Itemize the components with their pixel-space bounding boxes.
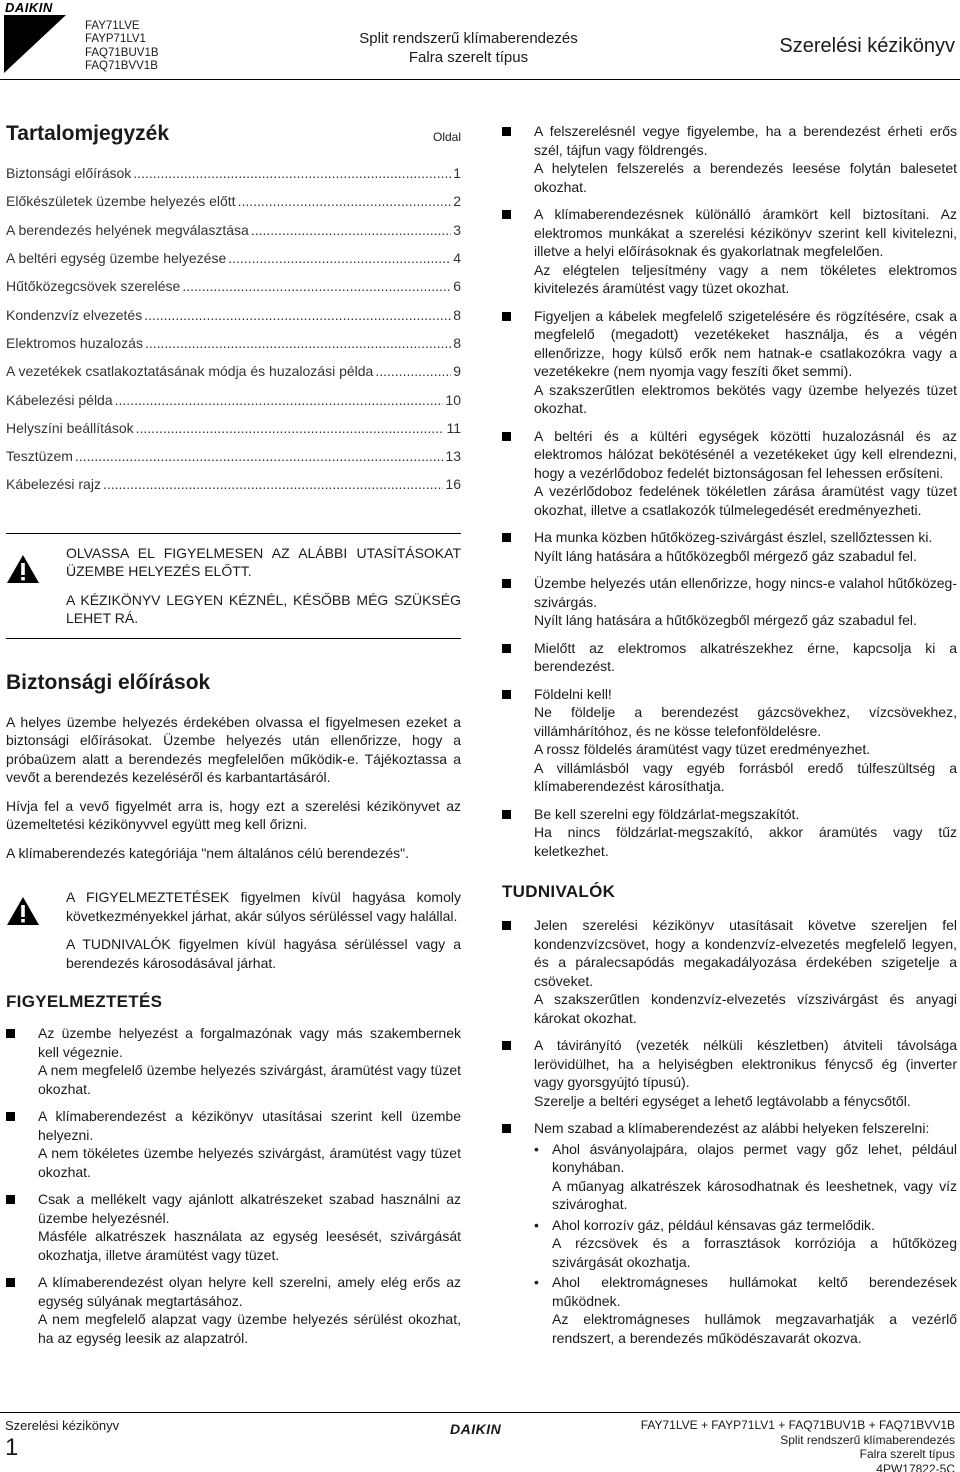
warning-item	[502, 307, 957, 418]
warning-item	[502, 122, 957, 196]
warning-item-sub: Az elégtelen teljesítmény vagy a nem tökéletes elektromos kivitelezés áramütést vagy tüzet okozhat.	[534, 261, 957, 296]
warning-item	[6, 1107, 461, 1181]
warning-item	[502, 805, 957, 861]
toc-item[interactable]	[6, 442, 461, 470]
warning-item-main: Földelni kell!	[534, 685, 612, 702]
box-bottom-rule	[6, 638, 461, 639]
severity-note-2: A TUDNIVALÓK figyelmen kívül hagyása sérüléssel vagy a berendezés károsodásával járhat.	[66, 936, 461, 971]
toc-item-page: 6	[453, 278, 461, 295]
bullet-square-icon	[6, 1195, 15, 1204]
toc-page-label: Oldal	[432, 130, 461, 144]
header-subtitle-2: Falra szerelt típus	[408, 49, 529, 66]
warning-item-sub: A rossz földelés áramütést vagy tüzet eredményezhet.	[534, 741, 871, 757]
safety-section-title: Biztonsági előírások	[6, 670, 211, 694]
warning-item-main: Be kell szerelni egy földzárlat-megszakítót.	[534, 805, 800, 822]
warning-item-main: Ha munka közben hűtőközeg-szivárgást észlel, szellőztessen ki.	[534, 529, 933, 545]
toc-leader	[103, 476, 443, 492]
toc-item-page: 10	[445, 391, 461, 408]
header-model: FAQ71BVV1B	[85, 60, 158, 73]
severity-note-text	[66, 888, 461, 972]
forbidden-places-list	[534, 1140, 957, 1348]
bullet-dot-icon: •	[534, 1274, 539, 1290]
toc-item[interactable]	[6, 244, 461, 272]
warning-item	[502, 639, 957, 676]
bullet-square-icon	[502, 921, 511, 930]
toc-leader	[228, 250, 451, 266]
warning-list-continued	[502, 122, 957, 860]
safety-paragraph-2: Hívja fel a vevő figyelmét arra is, hogy ezt a szerelési kézikönyvet az üzemeltetési kézikönyvvel együtt meg kell őrizni.	[6, 797, 461, 833]
toc-header	[6, 122, 461, 146]
warning-item	[6, 1190, 461, 1264]
warning-list	[6, 1024, 461, 1347]
toc-item-page: 8	[453, 334, 461, 351]
forbidden-place	[534, 1216, 957, 1272]
bullet-square-icon	[502, 210, 511, 219]
warning-item-main: A klímaberendezést a kézikönyv utasításai szerint kell üzembe helyezni.	[38, 1108, 461, 1143]
safety-paragraph-1: A helyes üzembe helyezés érdekében olvassa el figyelmesen ezeket a biztonsági előírásokat. Üzembe helyezés után ellenőrizze, hogy a próbaüzem alatt a berendezés megfelelően működik-e. Tájékoztassa a vevőt a berendezés kezeléséről és karbantartásáról.	[6, 713, 461, 786]
toc-item[interactable]	[6, 414, 461, 442]
bullet-square-icon	[6, 1278, 15, 1287]
forbidden-place	[534, 1273, 957, 1347]
header-subtitle-1: Split rendszerű klímaberendezés	[359, 30, 578, 47]
header-model: FAQ71BUV1B	[85, 46, 159, 59]
forbidden-place-main: Ahol ásványolajpára, olajos permet vagy gőz lehet, például konyhában.	[552, 1140, 957, 1175]
toc-leader	[375, 363, 451, 379]
warning-item-sub: A szakszerűtlen elektromos bekötés vagy üzembe helyezés tüzet okozhat.	[534, 381, 957, 416]
warning-item-main: Mielőtt az elektromos alkatrészekhez érne, kapcsolja ki a berendezést.	[534, 639, 957, 674]
footer-doc-name: Szerelési kézikönyv	[5, 1418, 120, 1433]
warning-item	[502, 574, 957, 630]
toc-leader	[75, 448, 444, 464]
header-subtitle	[340, 29, 597, 67]
bullet-square-icon	[502, 1041, 511, 1050]
footer-code: 4PW17822-5C	[876, 1461, 955, 1472]
caution-item-sub: A szakszerűtlen kondenzvíz-elvezetés vízszivárgást és anyagi károkat okozhat.	[534, 991, 957, 1026]
toc-leader	[238, 193, 452, 209]
toc-leader	[145, 335, 451, 351]
caution-item	[502, 916, 957, 1027]
bullet-dot-icon: •	[534, 1140, 539, 1157]
read-instructions-line-1: OLVASSA EL FIGYELMESEN AZ ALÁBBI UTASÍTÁSOKAT ÜZEMBE HELYEZÉS ELŐTT.	[66, 544, 461, 580]
toc-item[interactable]	[6, 357, 461, 385]
warning-item-main: A klímaberendezést olyan helyre kell szerelni, amely elég erős az egység súlyának megtartásához.	[38, 1274, 461, 1309]
severity-note	[6, 888, 461, 972]
caution-item-main: Nem szabad a klímaberendezést az alábbi helyeken felszerelni:	[534, 1120, 930, 1136]
right-column	[502, 122, 957, 1358]
caution-section-title: TUDNIVALÓK	[502, 882, 616, 901]
header-doc-title: Szerelési kézikönyv	[779, 35, 955, 57]
toc-item[interactable]	[6, 300, 461, 328]
toc-item[interactable]	[6, 470, 461, 498]
warning-item	[502, 528, 957, 565]
toc-item-page: 3	[453, 221, 461, 238]
read-instructions-box	[6, 533, 461, 639]
forbidden-place-sub: Az elektromágneses hullámok megzavarhatják a vezérlő rendszert, a berendezés működészavarát okozva.	[552, 1311, 957, 1346]
bullet-square-icon	[502, 644, 511, 653]
toc-item-page: 1	[453, 165, 461, 182]
toc-item-text: Hűtőközegcsövek szerelése	[6, 278, 181, 295]
toc-item[interactable]	[6, 216, 461, 244]
toc-item-text: Tesztüzem	[6, 448, 73, 465]
warning-item-sub: A nem tökéletes üzembe helyezés szivárgást, áramütést vagy tüzet okozhat.	[38, 1145, 461, 1180]
bullet-square-icon	[502, 432, 511, 441]
toc-leader	[182, 278, 451, 294]
warning-item	[6, 1273, 461, 1347]
warning-item-main: Az üzembe helyezést a forgalmazónak vagy más szakembernek kell végeznie.	[38, 1025, 461, 1060]
toc-item-text: Kondenzvíz elvezetés	[6, 306, 143, 323]
toc-item[interactable]	[6, 385, 461, 413]
toc-item[interactable]	[6, 159, 461, 187]
toc-item-text: Kábelezési példa	[6, 391, 113, 408]
footer-divider	[0, 1412, 960, 1413]
toc-item[interactable]	[6, 329, 461, 357]
warning-item-sub: Ne földelje a berendezést gázcsövekhez, vízcsövekhez, villámhárítóhoz, és ne kösse telefonföldelésre.	[534, 704, 957, 739]
toc-leader	[144, 307, 451, 323]
bullet-square-icon	[6, 1029, 15, 1038]
caution-item-sub: Szerelje a beltéri egységet a lehető legtávolabb a fénycsőtől.	[534, 1092, 911, 1109]
safety-paragraph-3: A klímaberendezés kategóriája "nem általános célú berendezés".	[6, 844, 409, 861]
caution-list	[502, 916, 957, 1349]
bullet-square-icon	[502, 810, 511, 819]
bullet-square-icon	[502, 312, 511, 321]
logo-triangle-icon	[4, 15, 66, 73]
daikin-logo: DAIKIN	[5, 0, 53, 15]
toc-title: Tartalomjegyzék	[6, 122, 170, 145]
toc-item-text: A beltéri egység üzembe helyezése	[6, 250, 227, 267]
toc-item-page: 9	[453, 363, 461, 380]
forbidden-place-main: Ahol korrozív gáz, például kénsavas gáz termelődik.	[552, 1216, 875, 1233]
toc-item-text: Kábelezési rajz	[6, 476, 101, 493]
warning-item-main: A klímaberendezésnek különálló áramkört kell biztosítani. Az elektromos munkákat a szerelési kézikönyv szerint kell kivitelezni, illetve a helyi előírásoknak és gyakorlatnak megfelelően.	[534, 206, 957, 259]
header-divider	[0, 79, 960, 80]
warning-item-main: Üzembe helyezés után ellenőrizze, hogy nincs-e valahol hűtőközeg-szivárgás.	[534, 575, 957, 610]
bullet-square-icon	[502, 579, 511, 588]
header-model: FAY71LVE	[85, 20, 140, 32]
warning-triangle-icon	[6, 888, 46, 972]
left-column	[6, 118, 461, 1356]
toc-item-page: 11	[446, 419, 461, 436]
toc-item-page: 2	[453, 193, 461, 210]
toc-leader	[251, 222, 451, 238]
caution-item-main: A távirányító (vezeték nélküli készletben) átviteli távolsága lerövidülhet, ha a helyiségben elektronikus fénycső ég (inverter vagy gyorsgyújtó típusú).	[534, 1037, 957, 1090]
warning-item-main: Figyeljen a kábelek megfelelő szigetelésére és rögzítésére, csak a megfelelő (megadott) vezetékeket használja, és a végén ellenőrizze, hogy külső erők nem hatnak-e csatlakozókra vagy a vezetékekre (nem nyomja vagy feszíti őket semmi).	[534, 307, 957, 379]
bullet-square-icon	[502, 1124, 511, 1133]
caution-item	[502, 1119, 957, 1349]
header-models	[85, 20, 159, 74]
warning-item-sub: Nyílt láng hatására a hűtőközegből mérgező gáz szabadul fel.	[534, 612, 917, 628]
warning-item	[502, 427, 957, 520]
warning-item-sub: Nyílt láng hatására a hűtőközegből mérgező gáz szabadul fel.	[534, 547, 917, 564]
toc-item[interactable]	[6, 272, 461, 300]
toc-item-page: 8	[453, 306, 461, 323]
bullet-square-icon	[502, 533, 511, 542]
toc-item-page: 4	[453, 250, 461, 267]
toc-item-text: Helyszíni beállítások	[6, 419, 134, 436]
warning-triangle-icon	[6, 544, 46, 628]
footer-line-3: Falra szerelt típus	[859, 1447, 955, 1461]
caution-item-main: Jelen szerelési kézikönyv utasításait követve szereljen fel kondenzvízcsövet, hogy a kondenzvíz-elvezetés megfelelő legyen, és a páralecsapódás megakadályozása érdekében szigetelje a csöveket.	[534, 917, 957, 989]
bullet-square-icon	[502, 690, 511, 699]
toc-item-text: A berendezés helyének megválasztása	[6, 221, 249, 238]
warning-item	[502, 205, 957, 298]
warning-item-sub: Ha nincs földzárlat-megszakító, akkor áramütés vagy tűz keletkezhet.	[534, 824, 957, 859]
read-instructions-text	[66, 544, 461, 628]
toc-item-page: 16	[445, 476, 461, 493]
footer-info	[641, 1418, 955, 1472]
toc-item-text: A vezetékek csatlakoztatásának módja és huzalozási példa	[6, 363, 374, 380]
page-header	[0, 0, 960, 80]
toc-leader	[136, 420, 445, 436]
severity-note-1: A FIGYELMEZTETÉSEK figyelmen kívül hagyása komoly következményekkel járhat, akár súlyos sérüléssel vagy halállal.	[66, 889, 461, 924]
footer-line-2: Split rendszerű klímaberendezés	[780, 1432, 955, 1447]
toc-leader	[115, 392, 444, 408]
header-model: FAYP71LV1	[85, 33, 146, 46]
bullet-square-icon	[6, 1112, 15, 1121]
toc-item-page: 13	[445, 448, 461, 465]
warning-item-main: Csak a mellékelt vagy ajánlott alkatrészeket szabad használni az üzembe helyezésnél.	[38, 1191, 461, 1226]
toc-item-text: Előkészületek üzembe helyezés előtt	[6, 193, 236, 210]
warning-item-sub: A nem megfelelő üzembe helyezés szivárgást, áramütést vagy tüzet okozhat.	[38, 1062, 461, 1097]
warning-item-sub: A helytelen felszerelés a berendezés leesése folytán balesetet okozhat.	[534, 160, 957, 195]
footer-page-number: 1	[5, 1434, 19, 1461]
warning-item-main: A beltéri és a kültéri egységek közötti huzalozásnál és az elektromos hálózat bekötésénél a vezetékeket úgy kell elrendezni, hogy a vezérlődoboz fedelét biztonságosan fel lehessen erősíteni.	[534, 427, 957, 481]
warning-item-sub: A vezérlődoboz fedelének tökéletlen zárása áramütést vagy tüzet okozhat, illetve a csatlakozók túlmelegedését eredményezheti.	[534, 483, 957, 518]
bullet-dot-icon: •	[534, 1216, 539, 1233]
toc-leader	[133, 165, 451, 181]
forbidden-place-sub: A műanyag alkatrészek károsodhatnak és leeshetnek, vagy víz szivároghat.	[552, 1177, 957, 1212]
warning-item-sub: Másféle alkatrészek használata az egység leesését, szivárgását okozhatja, illetve áramütést vagy tüzet.	[38, 1228, 461, 1263]
read-instructions-line-2: A KÉZIKÖNYV LEGYEN KÉZNÉL, KÉSŐBB MÉG SZÜKSÉG LEHET RÁ.	[66, 591, 461, 627]
warning-item-sub: A villámlásból vagy egyéb forrásból eredő túlfeszültség a klímaberendezést károsíthatja.	[534, 759, 957, 794]
toc-item-text: Biztonsági előírások	[6, 165, 132, 182]
warning-item	[502, 685, 957, 796]
footer-daikin-logo: DAIKIN	[450, 1421, 502, 1437]
warning-section-title: FIGYELMEZTETÉS	[6, 992, 163, 1012]
bullet-square-icon	[502, 127, 511, 136]
toc-item-text: Elektromos huzalozás	[6, 334, 143, 351]
warning-item	[6, 1024, 461, 1098]
footer-models: FAY71LVE + FAYP71LV1 + FAQ71BUV1B + FAQ71BVV1B	[640, 1418, 955, 1432]
caution-item	[502, 1036, 957, 1110]
forbidden-place-main: Ahol elektromágneses hullámokat keltő berendezések működnek.	[552, 1274, 957, 1309]
forbidden-place	[534, 1140, 957, 1214]
toc-item[interactable]	[6, 187, 461, 215]
warning-item-sub: A nem megfelelő alapzat vagy üzembe helyezés sérülést okozhat, ha az egység leesik az alapzatról.	[38, 1311, 461, 1346]
forbidden-place-sub: A rézcsövek és a forrasztások korróziója a hűtőközeg szivárgását okozhatja.	[552, 1235, 957, 1270]
warning-item-main: A felszerelésnél vegye figyelembe, ha a berendezést érheti erős szél, tájfun vagy földrengés.	[534, 123, 957, 158]
toc-list	[6, 159, 461, 499]
